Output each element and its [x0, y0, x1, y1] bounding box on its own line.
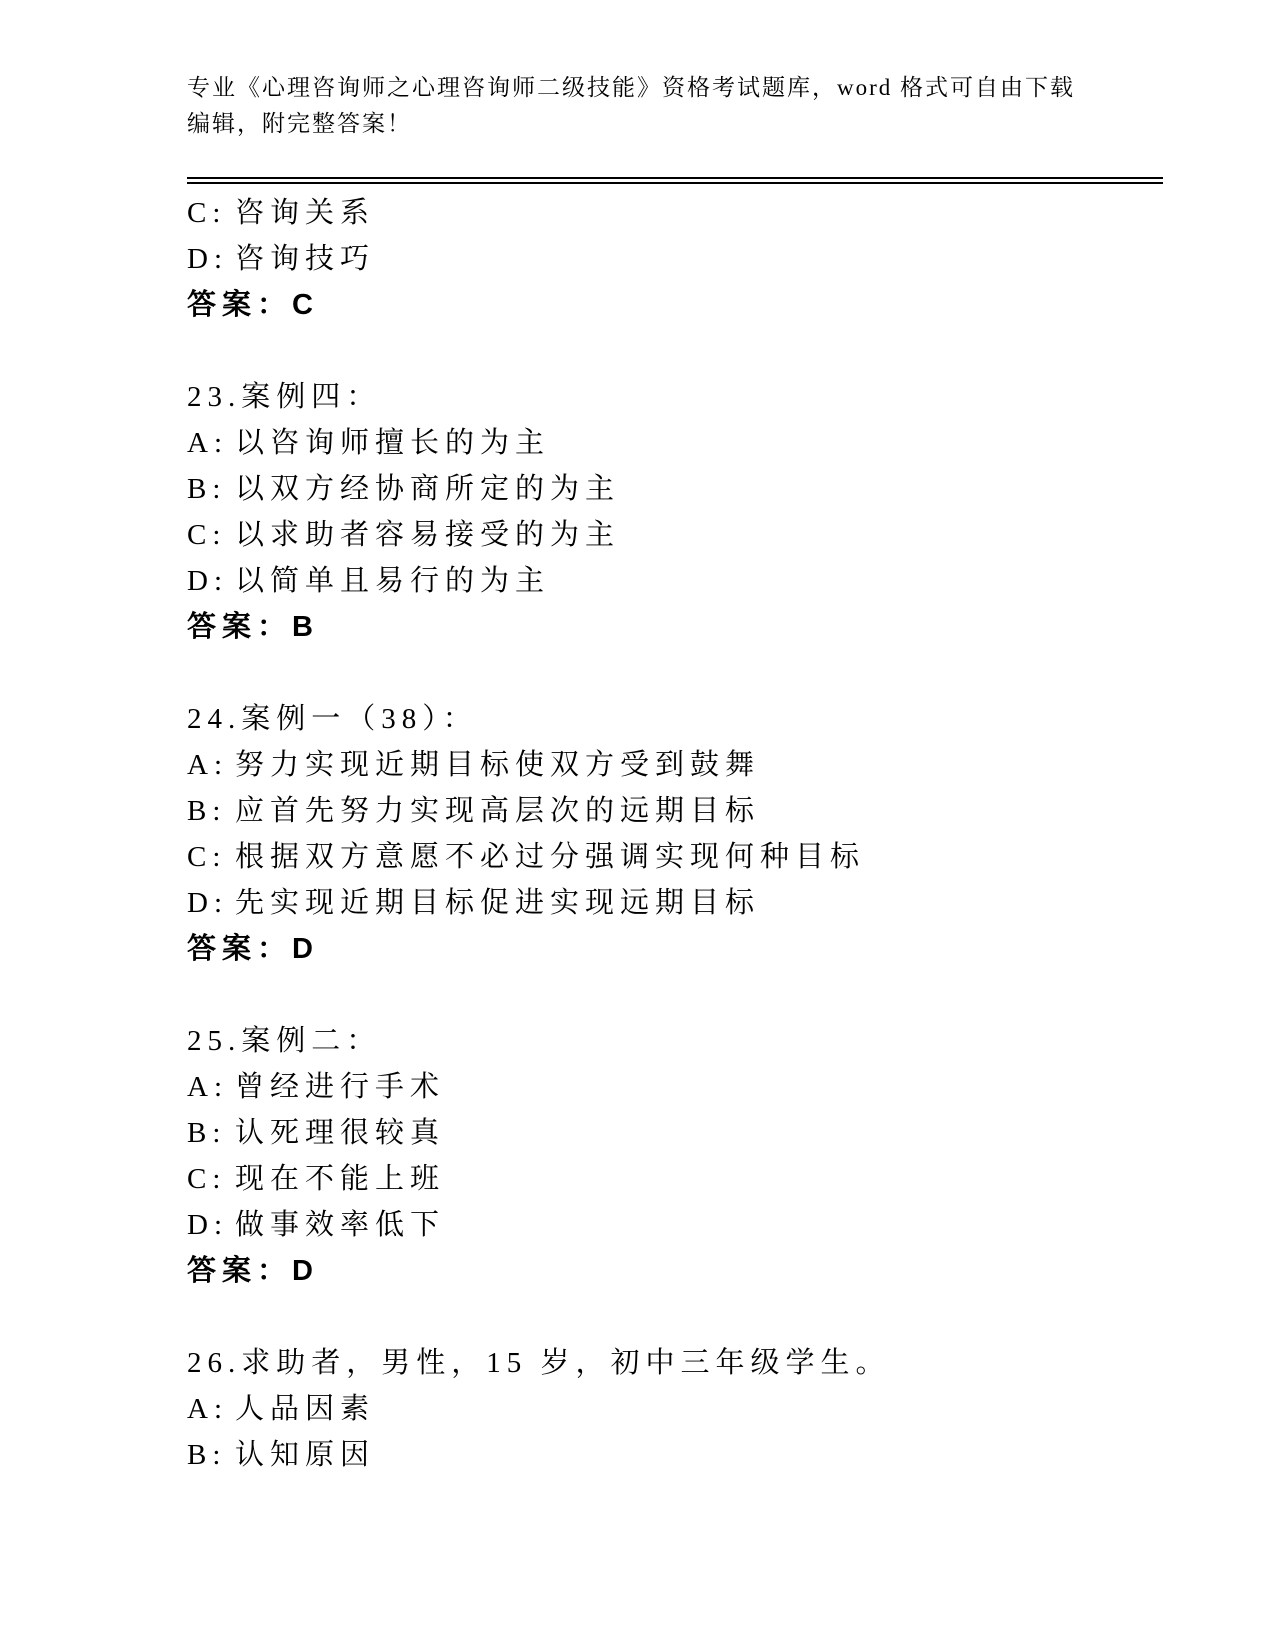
- option-letter: D:: [187, 1209, 228, 1241]
- option-letter: B:: [187, 1117, 227, 1149]
- question-block: [187, 1018, 891, 1294]
- answer-letter: C: [292, 289, 319, 321]
- answer-label: 答案：: [187, 289, 293, 321]
- option-text: 认死理很较真: [235, 1117, 446, 1149]
- option-letter: D:: [187, 887, 228, 919]
- option-text: 现在不能上班: [235, 1163, 446, 1195]
- page-header: [187, 70, 1075, 142]
- option-row: [187, 1156, 891, 1202]
- option-letter: A:: [187, 427, 228, 459]
- option-row: [187, 880, 891, 926]
- option-text: 咨询关系: [235, 197, 376, 229]
- option-text: 努力实现近期目标使双方受到鼓舞: [235, 749, 761, 781]
- answer-letter: D: [292, 933, 319, 965]
- option-text: 以双方经协商所定的为主: [235, 473, 621, 505]
- option-letter: B:: [187, 1439, 227, 1471]
- option-text: 先实现近期目标促进实现远期目标: [235, 887, 761, 919]
- option-letter: A:: [187, 1071, 228, 1103]
- answer-row: [187, 282, 891, 328]
- question-block: [187, 374, 891, 650]
- option-letter: C:: [187, 197, 227, 229]
- option-letter: B:: [187, 473, 227, 505]
- option-row: [187, 1432, 891, 1478]
- header-line-1: 专业《心理咨询师之心理咨询师二级技能》资格考试题库，word 格式可自由下载: [187, 75, 1076, 100]
- answer-row: [187, 1248, 891, 1294]
- answer-row: [187, 926, 891, 972]
- option-text: 做事效率低下: [235, 1209, 446, 1241]
- option-text: 应首先努力实现高层次的远期目标: [235, 795, 761, 827]
- question-block: [187, 190, 891, 328]
- answer-letter: B: [292, 611, 319, 643]
- option-text: 人品因素: [235, 1393, 376, 1425]
- question-title: 26.求助者，男性，15 岁，初中三年级学生。: [187, 1347, 891, 1379]
- option-text: 以简单且易行的为主: [235, 565, 551, 597]
- option-letter: C:: [187, 519, 227, 551]
- question-list: [187, 190, 891, 1478]
- option-text: 曾经进行手术: [235, 1071, 446, 1103]
- answer-row: [187, 604, 891, 650]
- option-row: [187, 742, 891, 788]
- option-row: [187, 190, 891, 236]
- header-line-2: 编辑，附完整答案！: [187, 111, 412, 136]
- option-row: [187, 236, 891, 282]
- option-row: [187, 1110, 891, 1156]
- option-letter: C:: [187, 1163, 227, 1195]
- option-letter: B:: [187, 795, 227, 827]
- option-row: [187, 558, 891, 604]
- option-row: [187, 788, 891, 834]
- option-text: 咨询技巧: [235, 243, 376, 275]
- question-title: 25.案例二：: [187, 1025, 382, 1057]
- question-title: 23.案例四：: [187, 381, 382, 413]
- answer-label: 答案：: [187, 1255, 293, 1287]
- option-row: [187, 512, 891, 558]
- option-text: 以咨询师擅长的为主: [235, 427, 551, 459]
- answer-label: 答案：: [187, 611, 293, 643]
- question-block: [187, 696, 891, 972]
- option-letter: A:: [187, 749, 228, 781]
- question-title: 24.案例一（38）：: [187, 703, 478, 735]
- option-row: [187, 420, 891, 466]
- option-row: [187, 1386, 891, 1432]
- option-row: [187, 1202, 891, 1248]
- option-text: 根据双方意愿不必过分强调实现何种目标: [235, 841, 866, 873]
- answer-letter: D: [292, 1255, 319, 1287]
- option-letter: D:: [187, 243, 228, 275]
- option-row: [187, 834, 891, 880]
- option-letter: C:: [187, 841, 227, 873]
- answer-label: 答案：: [187, 933, 293, 965]
- header-divider-double-line: [187, 177, 1163, 184]
- question-block: [187, 1340, 891, 1478]
- option-letter: D:: [187, 565, 228, 597]
- option-letter: A:: [187, 1393, 228, 1425]
- option-text: 以求助者容易接受的为主: [235, 519, 621, 551]
- option-row: [187, 466, 891, 512]
- option-row: [187, 1064, 891, 1110]
- option-text: 认知原因: [235, 1439, 376, 1471]
